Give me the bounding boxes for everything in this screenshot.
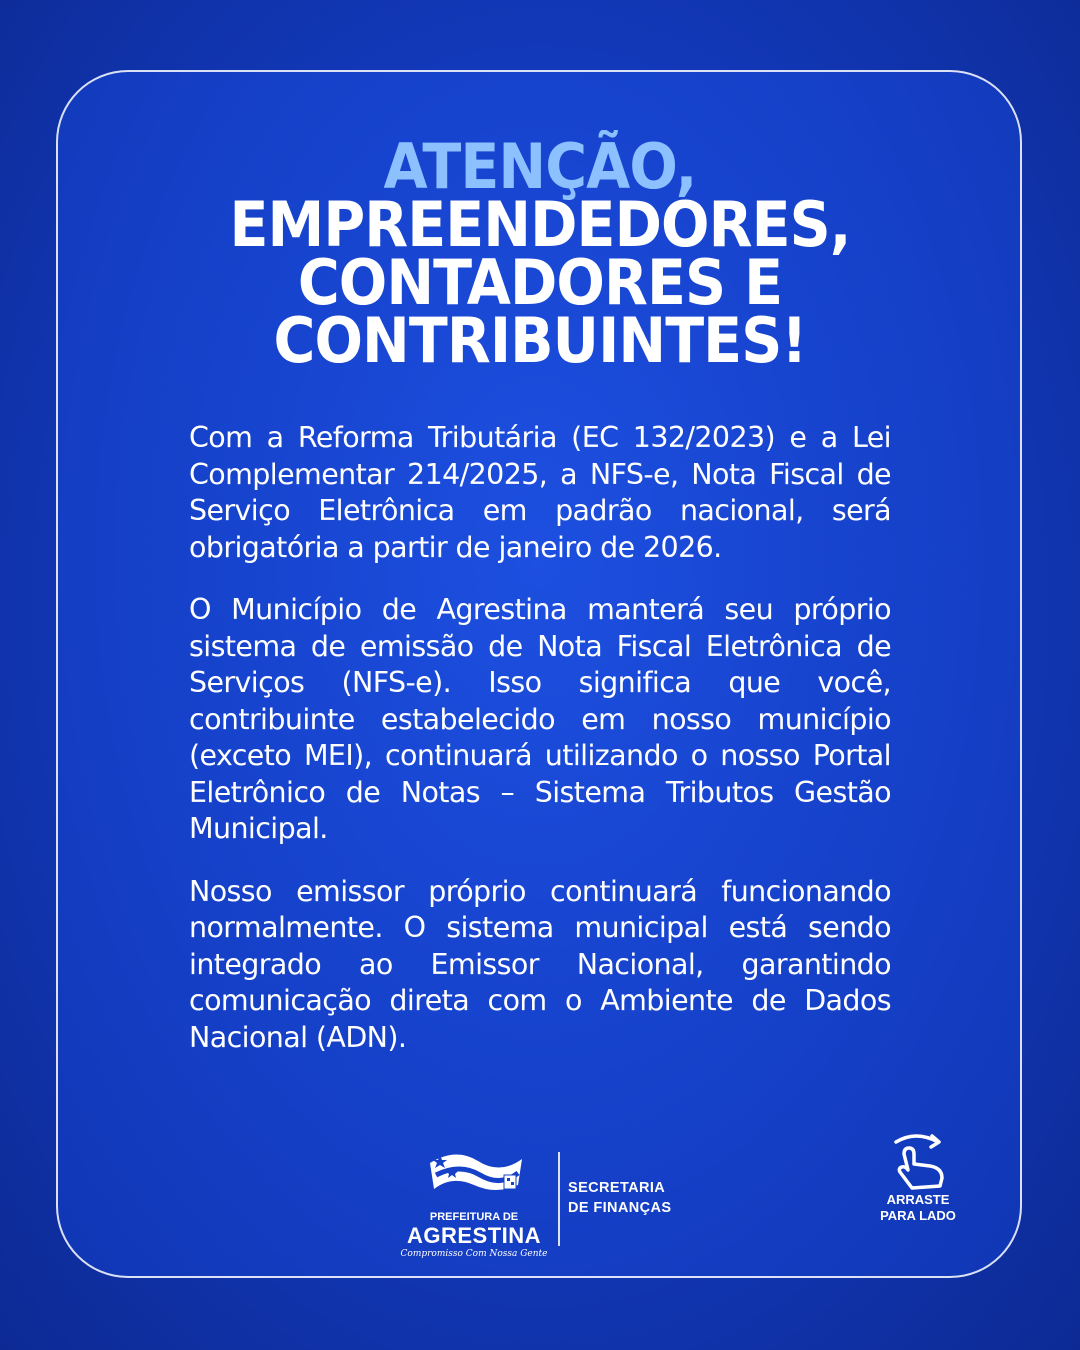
department-line-1: SECRETARIA	[568, 1180, 666, 1196]
headline-line-1: ATENÇÃO,	[383, 130, 697, 203]
logo-prefix: PREFEITURA DE	[429, 1211, 519, 1223]
prefeitura-logo	[396, 1145, 556, 1265]
footer-divider	[558, 1152, 560, 1246]
agrestina-flag-icon	[426, 1145, 526, 1205]
swipe-line-1: ARRASTE	[886, 1192, 950, 1207]
swipe-line-2: PARA LADO	[880, 1208, 956, 1223]
headline-line-4: CONTRIBUINTES!	[273, 304, 807, 377]
headline	[43, 130, 1037, 377]
paragraph-emissor: Nosso emissor próprio continuará funcionando normalmente. O sistema municipal está sendo integrado ao Emissor Nacional, garantindo comunicação direta com o Ambiente de Dados Nacional (ADN).	[189, 874, 891, 1054]
department-line-2: DE FINANÇAS	[568, 1200, 672, 1216]
paragraph-municipio: O Município de Agrestina manterá seu próprio sistema de emissão de Nota Fiscal Eletrônica de Serviços (NFS-e). Isso significa que você, contribuinte estabelecido em nosso município (exceto MEI), continuará utilizando o nosso Portal Eletrônico de Notas – Sistema Tributos Gestão Municipal.	[189, 593, 891, 845]
headline-line-2: EMPREENDEDORES,	[229, 188, 851, 261]
headline-line-3: CONTADORES E	[297, 246, 783, 319]
swipe-label	[858, 1192, 978, 1224]
logo-name: AGRESTINA	[406, 1223, 542, 1248]
logo-slogan: Compromisso Com Nossa Gente	[400, 1249, 548, 1259]
body-text	[189, 420, 891, 1082]
paragraph-reforma: Com a Reforma Tributária (EC 132/2023) e a Lei Complementar 214/2025, a NFS-e, Nota Fiscal de Serviço Eletrônica em padrão nacional, será obrigatória a partir de janeiro de 2026.	[189, 421, 891, 564]
department-label	[568, 1178, 672, 1218]
swipe-hand-icon	[890, 1130, 952, 1190]
